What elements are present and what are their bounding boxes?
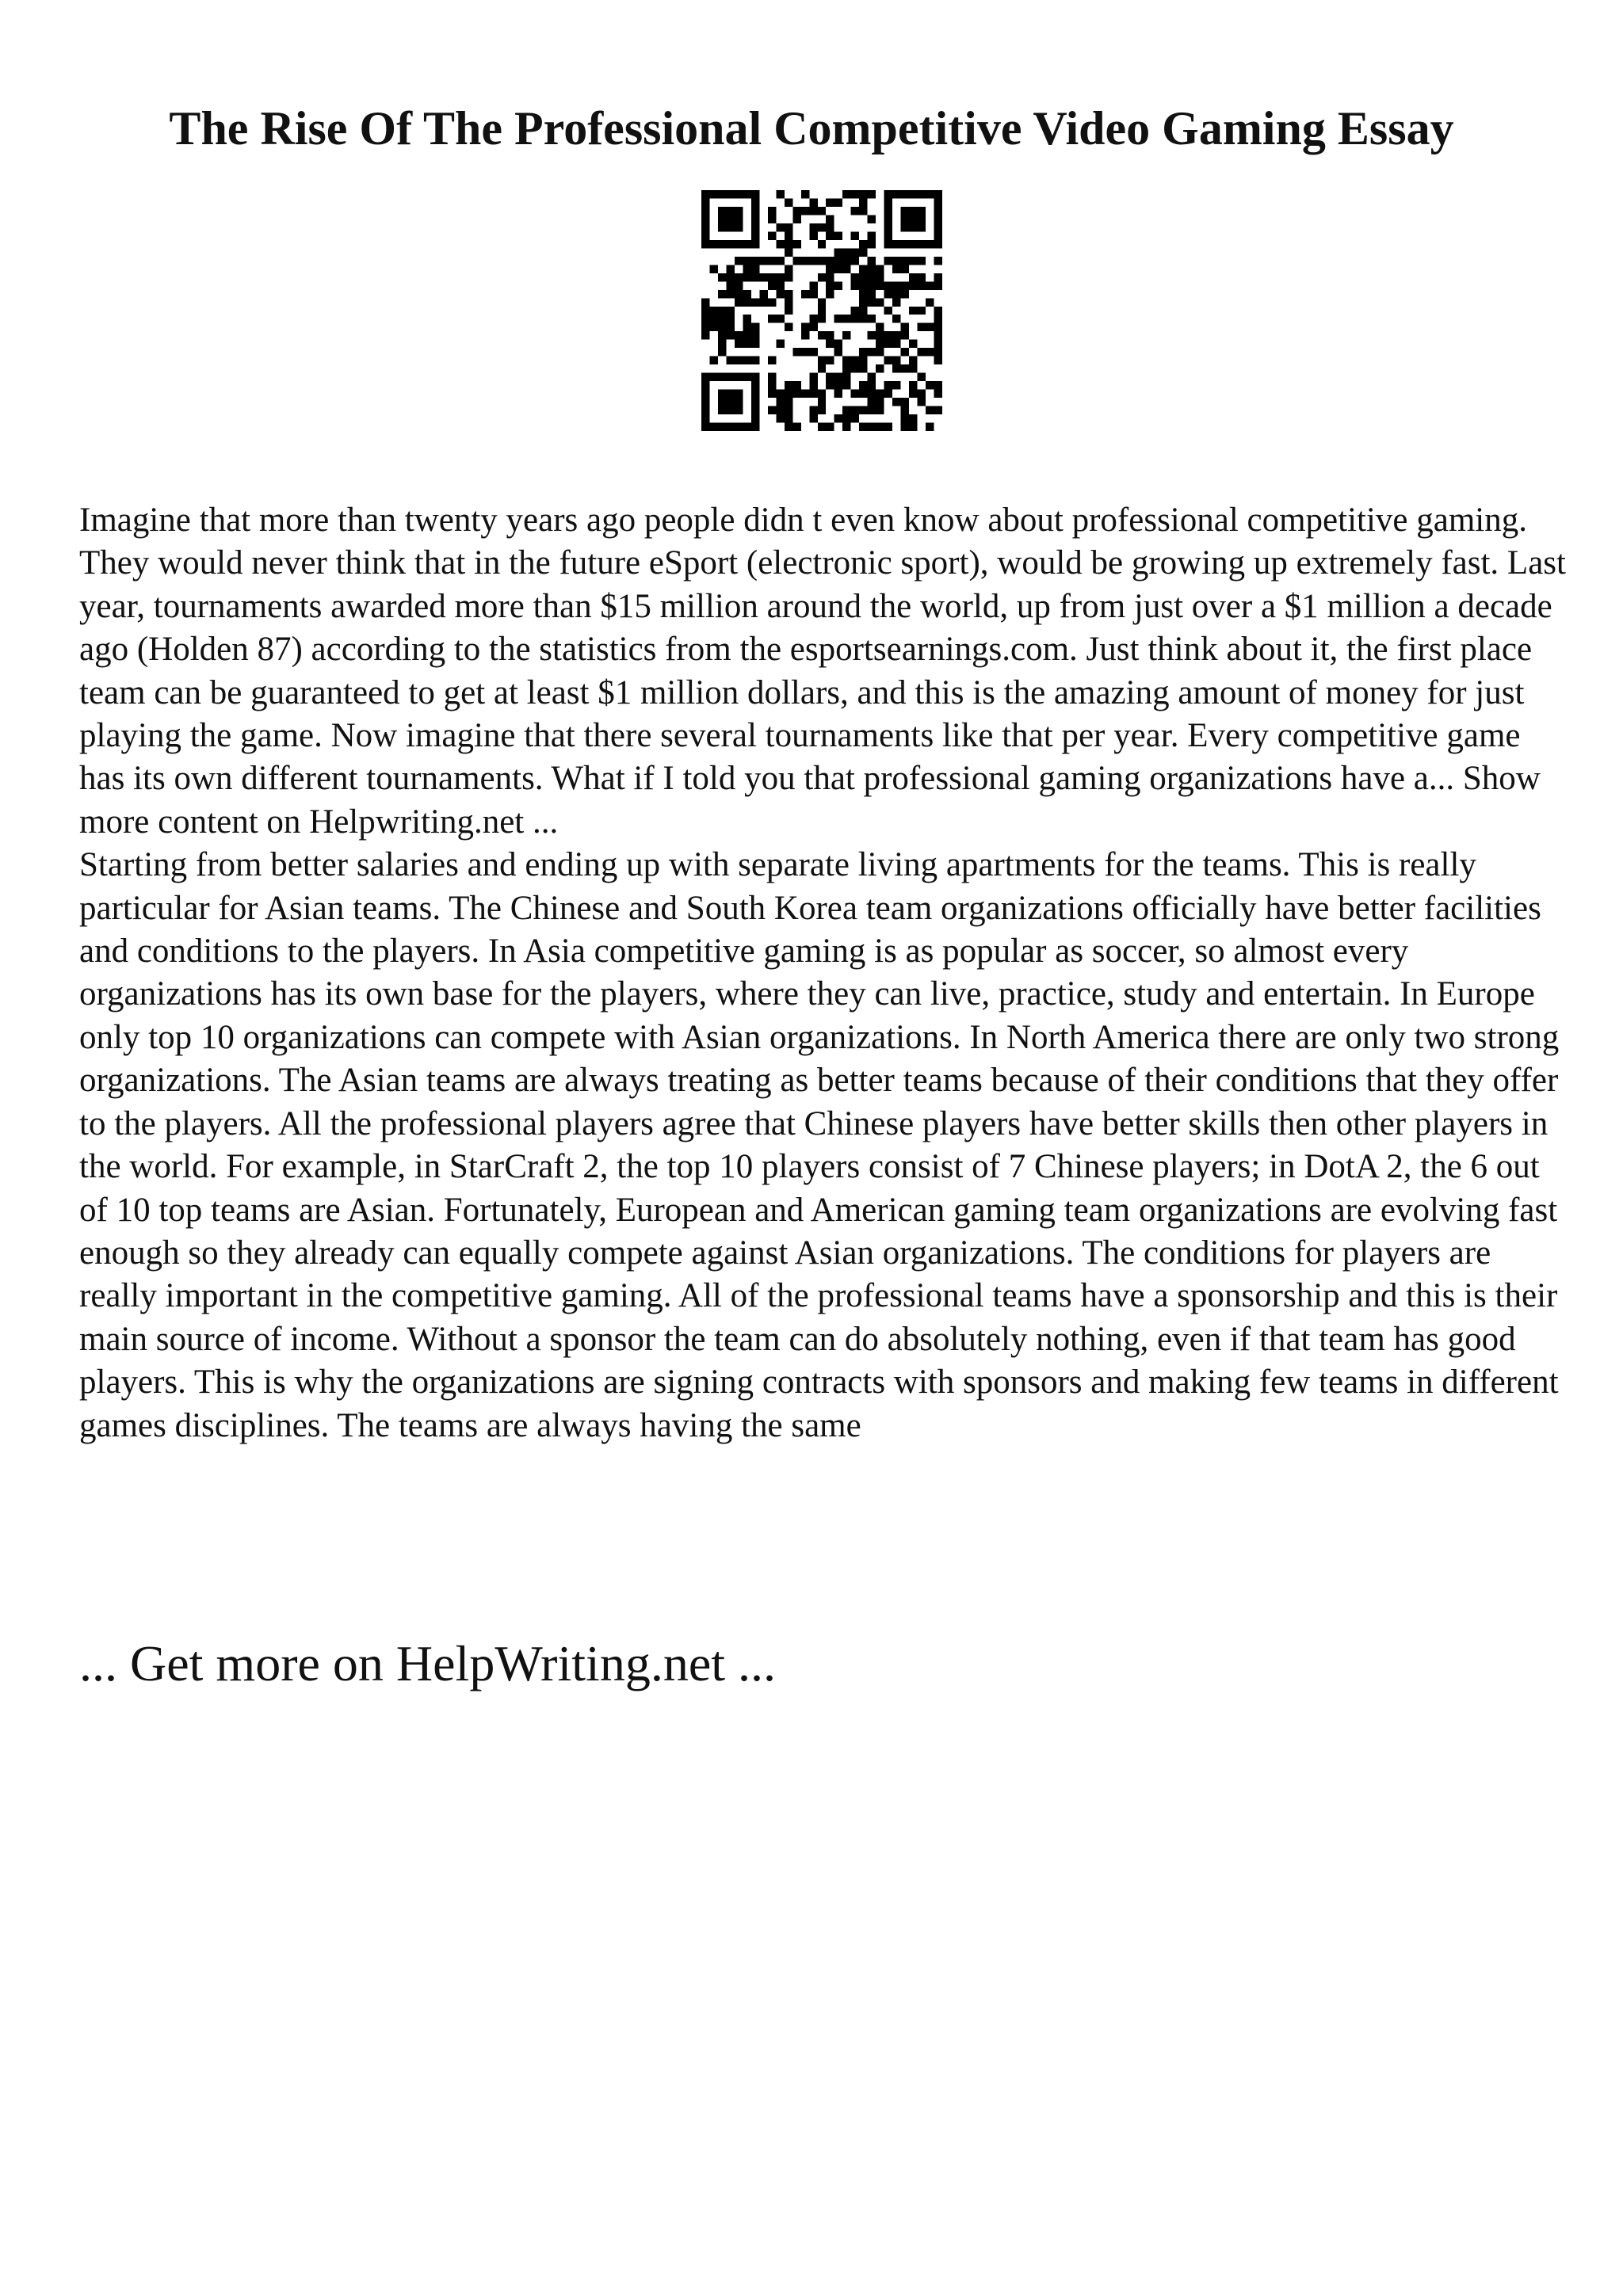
- page-title: The Rise Of The Professional Competitive Video Gaming Essay: [169, 102, 1454, 154]
- qr-code-icon: [701, 190, 942, 431]
- get-more-link[interactable]: ... Get more on HelpWriting.net ...: [79, 1635, 776, 1691]
- essay-body: [79, 499, 1569, 1447]
- essay-paragraph-2: Starting from better salaries and ending up with separate living apartments for the teams. This is really particular for Asian teams. The Chinese and South Korea team organizations officially have better facilities and conditions to the players. In Asia competitive gaming is as popular as soccer, so almost every organizations has its own base for the players, where they can live, practice, study and entertain. In Europe only top 10 organizations can compete with Asian organizations. In North America there are only two strong organizations. The Asian teams are always treating as better teams because of their conditions that they offer to the players. All the professional players agree that Chinese players have better skills then other players in the world. For example, in StarCraft 2, the top 10 players consist of 7 Chinese players; in DotA 2, the 6 out of 10 top teams are Asian. Fortunately, European and American gaming team organizations are evolving fast enough so they already can equally compete against Asian organizations. The conditions for players are really important in the competitive gaming. All of the professional teams have a sponsorship and this is their main source of income. Without a sponsor the team can do absolutely nothing, even if that team has good players. This is why the organizations are signing contracts with sponsors and making few teams in different games disciplines. The teams are always having the same: [79, 846, 1560, 1444]
- essay-paragraph-1: Imagine that more than twenty years ago people didn t even know about professional competitive gaming. They would never think that in the future eSport (electronic sport), would be growing up extremely fast. Last year, tournaments awarded more than $15 million around the world, up from just over a $1 million a decade ago (Holden 87) according to the statistics from the esportsearnings.com. Just think about it, the first place team can be guaranteed to get at least $1 million dollars, and this is the amazing amount of money for just playing the game. Now imagine that there several tournaments like that per year. Every competitive game has its own different tournaments. What if I told you that professional gaming organizations have a... Show more content on Helpwriting.net ...: [79, 502, 1566, 841]
